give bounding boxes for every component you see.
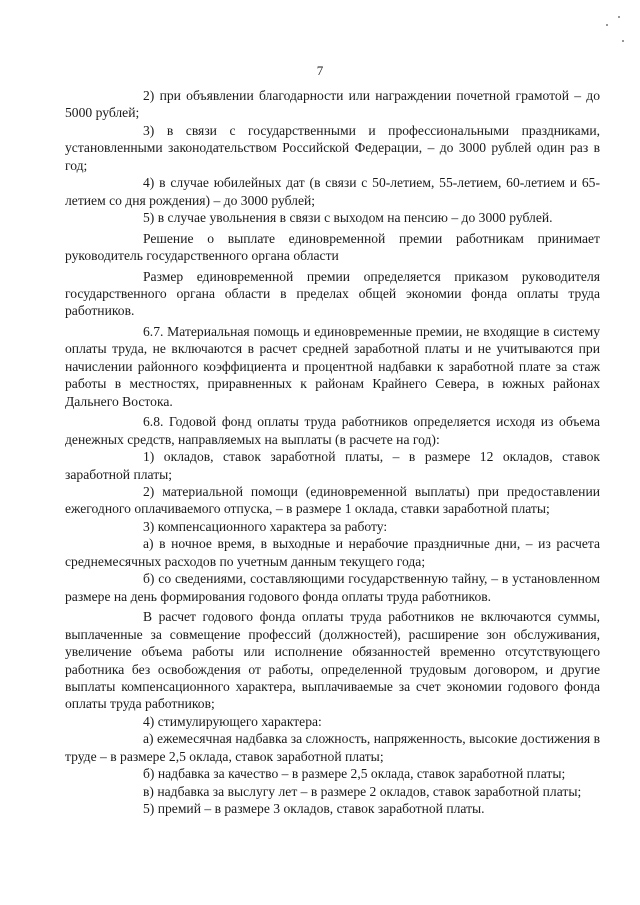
paragraph: 3) компенсационного характера за работу: (143, 518, 388, 534)
paragraph: б) со сведениями, составляющими государственную тайну, – в установленном размере на день формирования годового фонда оплаты труда работников. (65, 571, 600, 604)
paragraph: 6.8. Годовой фонд оплаты труда работников определяется исходя из объема денежных средств, направляемых на выплаты (в расчете на год): (65, 414, 600, 447)
paragraph: 5) премий – в размере 3 окладов, ставок заработной платы. (143, 801, 485, 817)
paragraph: 1) окладов, ставок заработной платы, – в размере 12 окладов, ставок заработной платы; (65, 449, 600, 482)
paragraph: а) в ночное время, в выходные и нерабочие праздничные дни, – из расчета среднемесячных расходов по учетным данным текущего года; (65, 536, 600, 569)
paragraph: 5) в случае увольнения в связи с выходом на пенсию – до 3000 рублей. (143, 210, 553, 226)
document-body (65, 87, 600, 818)
paragraph: Размер единовременной премии определяется приказом руководителя государственного органа области в пределах общей экономии фонда оплаты труда работников. (65, 268, 600, 319)
paragraph: Решение о выплате единовременной премии работникам принимает руководитель государственного органа области (65, 230, 600, 264)
paragraph: В расчет годового фонда оплаты труда работников не включаются суммы, выплаченные за совмещение профессий (должностей), расширение зон обслуживания, увеличение объема работы или исполнение обязанностей временно отсутствующего работника без освобождения от работы, определенной трудовым договором, и другие выплаты компенсационного характера, выплачиваемые за счет экономии годового фонда оплаты труда работников; (65, 609, 600, 712)
paragraph: 4) стимулирующего характера: (143, 713, 322, 729)
paragraph: 2) материальной помощи (единовременной выплаты) при предоставлении ежегодного оплачиваемого отпуска, – в размере 1 оклада, ставки заработной платы; (65, 483, 600, 517)
paragraph: 6.7. Материальная помощь и единовременные премии, не входящие в систему оплаты труда, не включаются в расчет средней заработной платы и не учитываются при начислении районного коэффициента и процентной надбавки к заработной плате за стаж работы в местностях, приравненных к районам Крайнего Севера, в южных районах Дальнего Востока. (65, 323, 600, 409)
paragraph: 2) при объявлении благодарности или награждении почетной грамотой – до 5000 рублей; (65, 88, 600, 121)
paragraph: б) надбавка за качество – в размере 2,5 оклада, ставок заработной платы; (143, 766, 566, 782)
scan-specks (604, 10, 628, 50)
paragraph: 3) в связи с государственными и профессиональными праздниками, установленными законодательством Российской Федерации, – до 3000 рублей один раз в год; (65, 122, 600, 173)
paragraph: а) ежемесячная надбавка за сложность, напряженность, высокие достижения в труде – в размере 2,5 оклада, ставок заработной платы; (65, 731, 600, 764)
paragraph: в) надбавка за выслугу лет – в размере 2 окладов, ставок заработной платы; (143, 783, 582, 799)
page-number: 7 (316, 63, 324, 78)
paragraph: 4) в случае юбилейных дат (в связи с 50-летием, 55-летием, 60-летием и 65-летием со дня рождения) – до 3000 рублей; (65, 175, 600, 208)
